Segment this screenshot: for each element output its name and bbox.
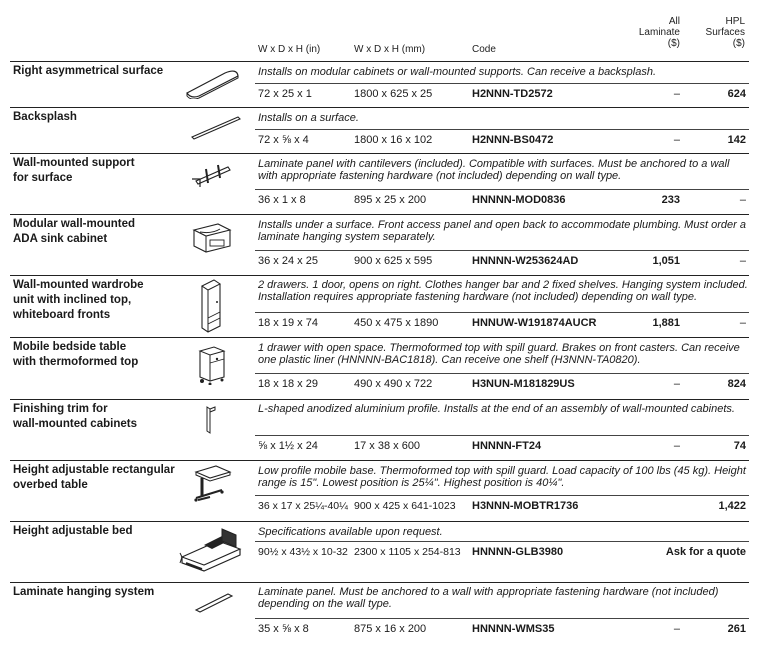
product-code: H2NNN-TD2572 xyxy=(472,88,553,100)
bed-icon xyxy=(178,523,244,578)
row-divider xyxy=(10,61,749,62)
product-row xyxy=(10,275,749,337)
spec-divider xyxy=(255,495,749,496)
price-hpl: 1,422 xyxy=(718,500,746,512)
product-name: Wall-mounted support for surface xyxy=(13,157,135,184)
header-hpl-line1: HPL xyxy=(725,16,745,27)
dims-mm: 1800 x 16 x 102 xyxy=(354,134,433,146)
spec-divider xyxy=(255,618,749,619)
dims-in: 18 x 18 x 29 xyxy=(258,378,318,390)
product-code: HNNNN-MOD0836 xyxy=(472,194,566,206)
dims-in: 36 x 17 x 25¼-40¼ xyxy=(258,500,348,512)
product-row xyxy=(10,582,749,646)
price-hpl: – xyxy=(739,317,746,329)
product-description: 1 drawer with open space. Thermoformed top with spill guard. Brakes on front casters. Can receive one plastic liner (HNNNN-BAC1818). Can receive one shelf (H3NNN-TA0820). xyxy=(258,342,740,366)
price-hpl: 824 xyxy=(727,378,746,390)
product-name: Mobile bedside table with thermoformed top xyxy=(13,341,139,368)
price-hpl: 74 xyxy=(733,440,746,452)
dims-mm: 17 x 38 x 600 xyxy=(354,440,421,452)
wall-support-icon xyxy=(190,161,236,194)
spec-divider xyxy=(255,129,749,130)
price-hpl: 624 xyxy=(727,88,746,100)
price-hpl: 142 xyxy=(727,134,746,146)
product-description: L-shaped anodized aluminium profile. Installs at the end of an assembly of wall-mounted cabinets. xyxy=(258,403,735,415)
row-divider xyxy=(10,460,749,461)
sink-cabinet-icon xyxy=(190,220,234,261)
spec-divider xyxy=(255,541,749,542)
row-divider xyxy=(10,521,749,522)
product-code: H2NNN-BS0472 xyxy=(472,134,554,146)
row-divider xyxy=(10,399,749,400)
product-description: Installs under a surface. Front access panel and open back to accommodate plumbing. Must order a laminate hanging system separately. xyxy=(258,219,746,243)
product-name: Height adjustable bed xyxy=(13,525,133,537)
dims-in: 36 x 24 x 25 xyxy=(258,255,318,267)
price-hpl: Ask for a quote xyxy=(665,546,746,558)
price-laminate: – xyxy=(673,88,680,100)
product-code: HNNNN-FT24 xyxy=(472,440,542,452)
dims-mm: 900 x 425 x 641-1023 xyxy=(354,500,456,512)
row-divider xyxy=(10,153,749,154)
header-laminate-line2: Laminate xyxy=(638,27,680,38)
trim-icon xyxy=(204,405,218,440)
price-laminate: 1,051 xyxy=(652,255,680,267)
product-code: HNNNN-WMS35 xyxy=(472,623,555,635)
dims-in: 35 x ⅝ x 8 xyxy=(258,623,309,635)
price-laminate: 1,881 xyxy=(652,317,680,329)
product-name: Modular wall-mounted ADA sink cabinet xyxy=(13,218,136,245)
spec-divider xyxy=(255,250,749,251)
overbed-table-icon xyxy=(192,464,234,509)
spec-divider xyxy=(255,312,749,313)
spec-divider xyxy=(255,83,749,84)
row-divider xyxy=(10,214,749,215)
spec-divider xyxy=(255,373,749,374)
dims-mm: 875 x 16 x 200 xyxy=(354,623,427,635)
product-name: Laminate hanging system xyxy=(13,586,155,598)
product-code: H3NUN-M181829US xyxy=(472,378,575,390)
row-divider xyxy=(10,337,749,338)
product-code: HNNUW-W191874AUCR xyxy=(472,317,597,329)
price-hpl: – xyxy=(739,194,746,206)
product-row xyxy=(10,214,749,275)
row-divider xyxy=(10,275,749,276)
dims-mm: 900 x 625 x 595 xyxy=(354,255,433,267)
product-row xyxy=(10,61,749,107)
price-laminate: – xyxy=(673,378,680,390)
dims-in: ⅝ x 1½ x 24 xyxy=(258,440,318,452)
dims-in: 72 x ⅝ x 4 xyxy=(258,134,309,146)
header-code: Code xyxy=(472,44,496,55)
product-name: Backsplash xyxy=(13,111,77,123)
product-name: Finishing trim for wall-mounted cabinets xyxy=(13,403,137,430)
product-row xyxy=(10,521,749,582)
price-laminate: – xyxy=(673,134,680,146)
product-name: Right asymmetrical surface xyxy=(13,65,164,77)
product-code: H3NNN-MOBTR1736 xyxy=(472,500,579,512)
header-hpl-line2: Surfaces xyxy=(705,27,745,38)
product-name: Height adjustable rectangular overbed table xyxy=(13,464,175,491)
product-description: Installs on a surface. xyxy=(258,112,359,124)
header-laminate-line3: ($) xyxy=(667,38,680,49)
header-laminate xyxy=(618,16,680,49)
product-row xyxy=(10,460,749,521)
spec-divider xyxy=(255,189,749,190)
header-hpl-line3: ($) xyxy=(732,38,745,49)
product-row xyxy=(10,399,749,460)
dims-in: 72 x 25 x 1 xyxy=(258,88,312,100)
dims-in: 90½ x 43½ x 10-32 xyxy=(258,546,348,558)
header-dims-mm: W x D x H (mm) xyxy=(354,44,426,55)
product-row xyxy=(10,337,749,399)
dims-mm: 1800 x 625 x 25 xyxy=(354,88,433,100)
product-code: HNNNN-GLB3980 xyxy=(472,546,564,558)
backsplash-icon xyxy=(190,115,242,146)
spec-divider xyxy=(255,435,749,436)
price-laminate: – xyxy=(673,623,680,635)
header-dims-in: W x D x H (in) xyxy=(258,44,321,55)
price-hpl: 261 xyxy=(727,623,746,635)
bedside-table-icon xyxy=(197,343,227,390)
header-hpl xyxy=(690,16,745,49)
hanging-system-icon xyxy=(194,590,234,619)
row-divider xyxy=(10,582,749,583)
row-divider xyxy=(10,107,749,108)
product-row xyxy=(10,107,749,153)
header-laminate-line1: All xyxy=(668,16,680,27)
price-laminate: 233 xyxy=(661,194,680,206)
product-description: Low profile mobile base. Thermoformed top with spill guard. Load capacity of 100 lbs (45 kg). Height range is 15". Lowest position is 25¼". Highest position is 40¼". xyxy=(258,465,746,489)
dims-in: 36 x 1 x 8 xyxy=(258,194,306,206)
wardrobe-icon xyxy=(198,278,224,339)
dims-mm: 895 x 25 x 200 xyxy=(354,194,427,206)
product-description: Installs on modular cabinets or wall-mounted supports. Can receive a backsplash. xyxy=(258,66,657,78)
product-name: Wall-mounted wardrobe unit with inclined top, whiteboard fronts xyxy=(13,279,144,321)
dims-mm: 450 x 475 x 1890 xyxy=(354,317,439,329)
product-code: HNNNN-W253624AD xyxy=(472,255,579,267)
product-description: Laminate panel with cantilevers (included). Compatible with surfaces. Must be anchored to a wall with appropriate fastening hardware (not included) depending on wall type. xyxy=(258,158,730,182)
product-description: Specifications available upon request. xyxy=(258,526,443,538)
surface-icon xyxy=(185,69,241,104)
dims-mm: 490 x 490 x 722 xyxy=(354,378,433,390)
dims-in: 18 x 19 x 74 xyxy=(258,317,318,329)
product-row xyxy=(10,153,749,214)
product-description: 2 drawers. 1 door, opens on right. Clothes hanger bar and 2 fixed shelves. Hanging system included. Installation requires appropriate fastening hardware (not included) depending on wall type. xyxy=(258,279,748,303)
product-description: Laminate panel. Must be anchored to a wall with appropriate fastening hardware (not included) depending on the wall type. xyxy=(258,586,719,610)
price-laminate: – xyxy=(673,440,680,452)
price-hpl: – xyxy=(739,255,746,267)
dims-mm: 2300 x 1105 x 254-813 xyxy=(354,546,461,558)
